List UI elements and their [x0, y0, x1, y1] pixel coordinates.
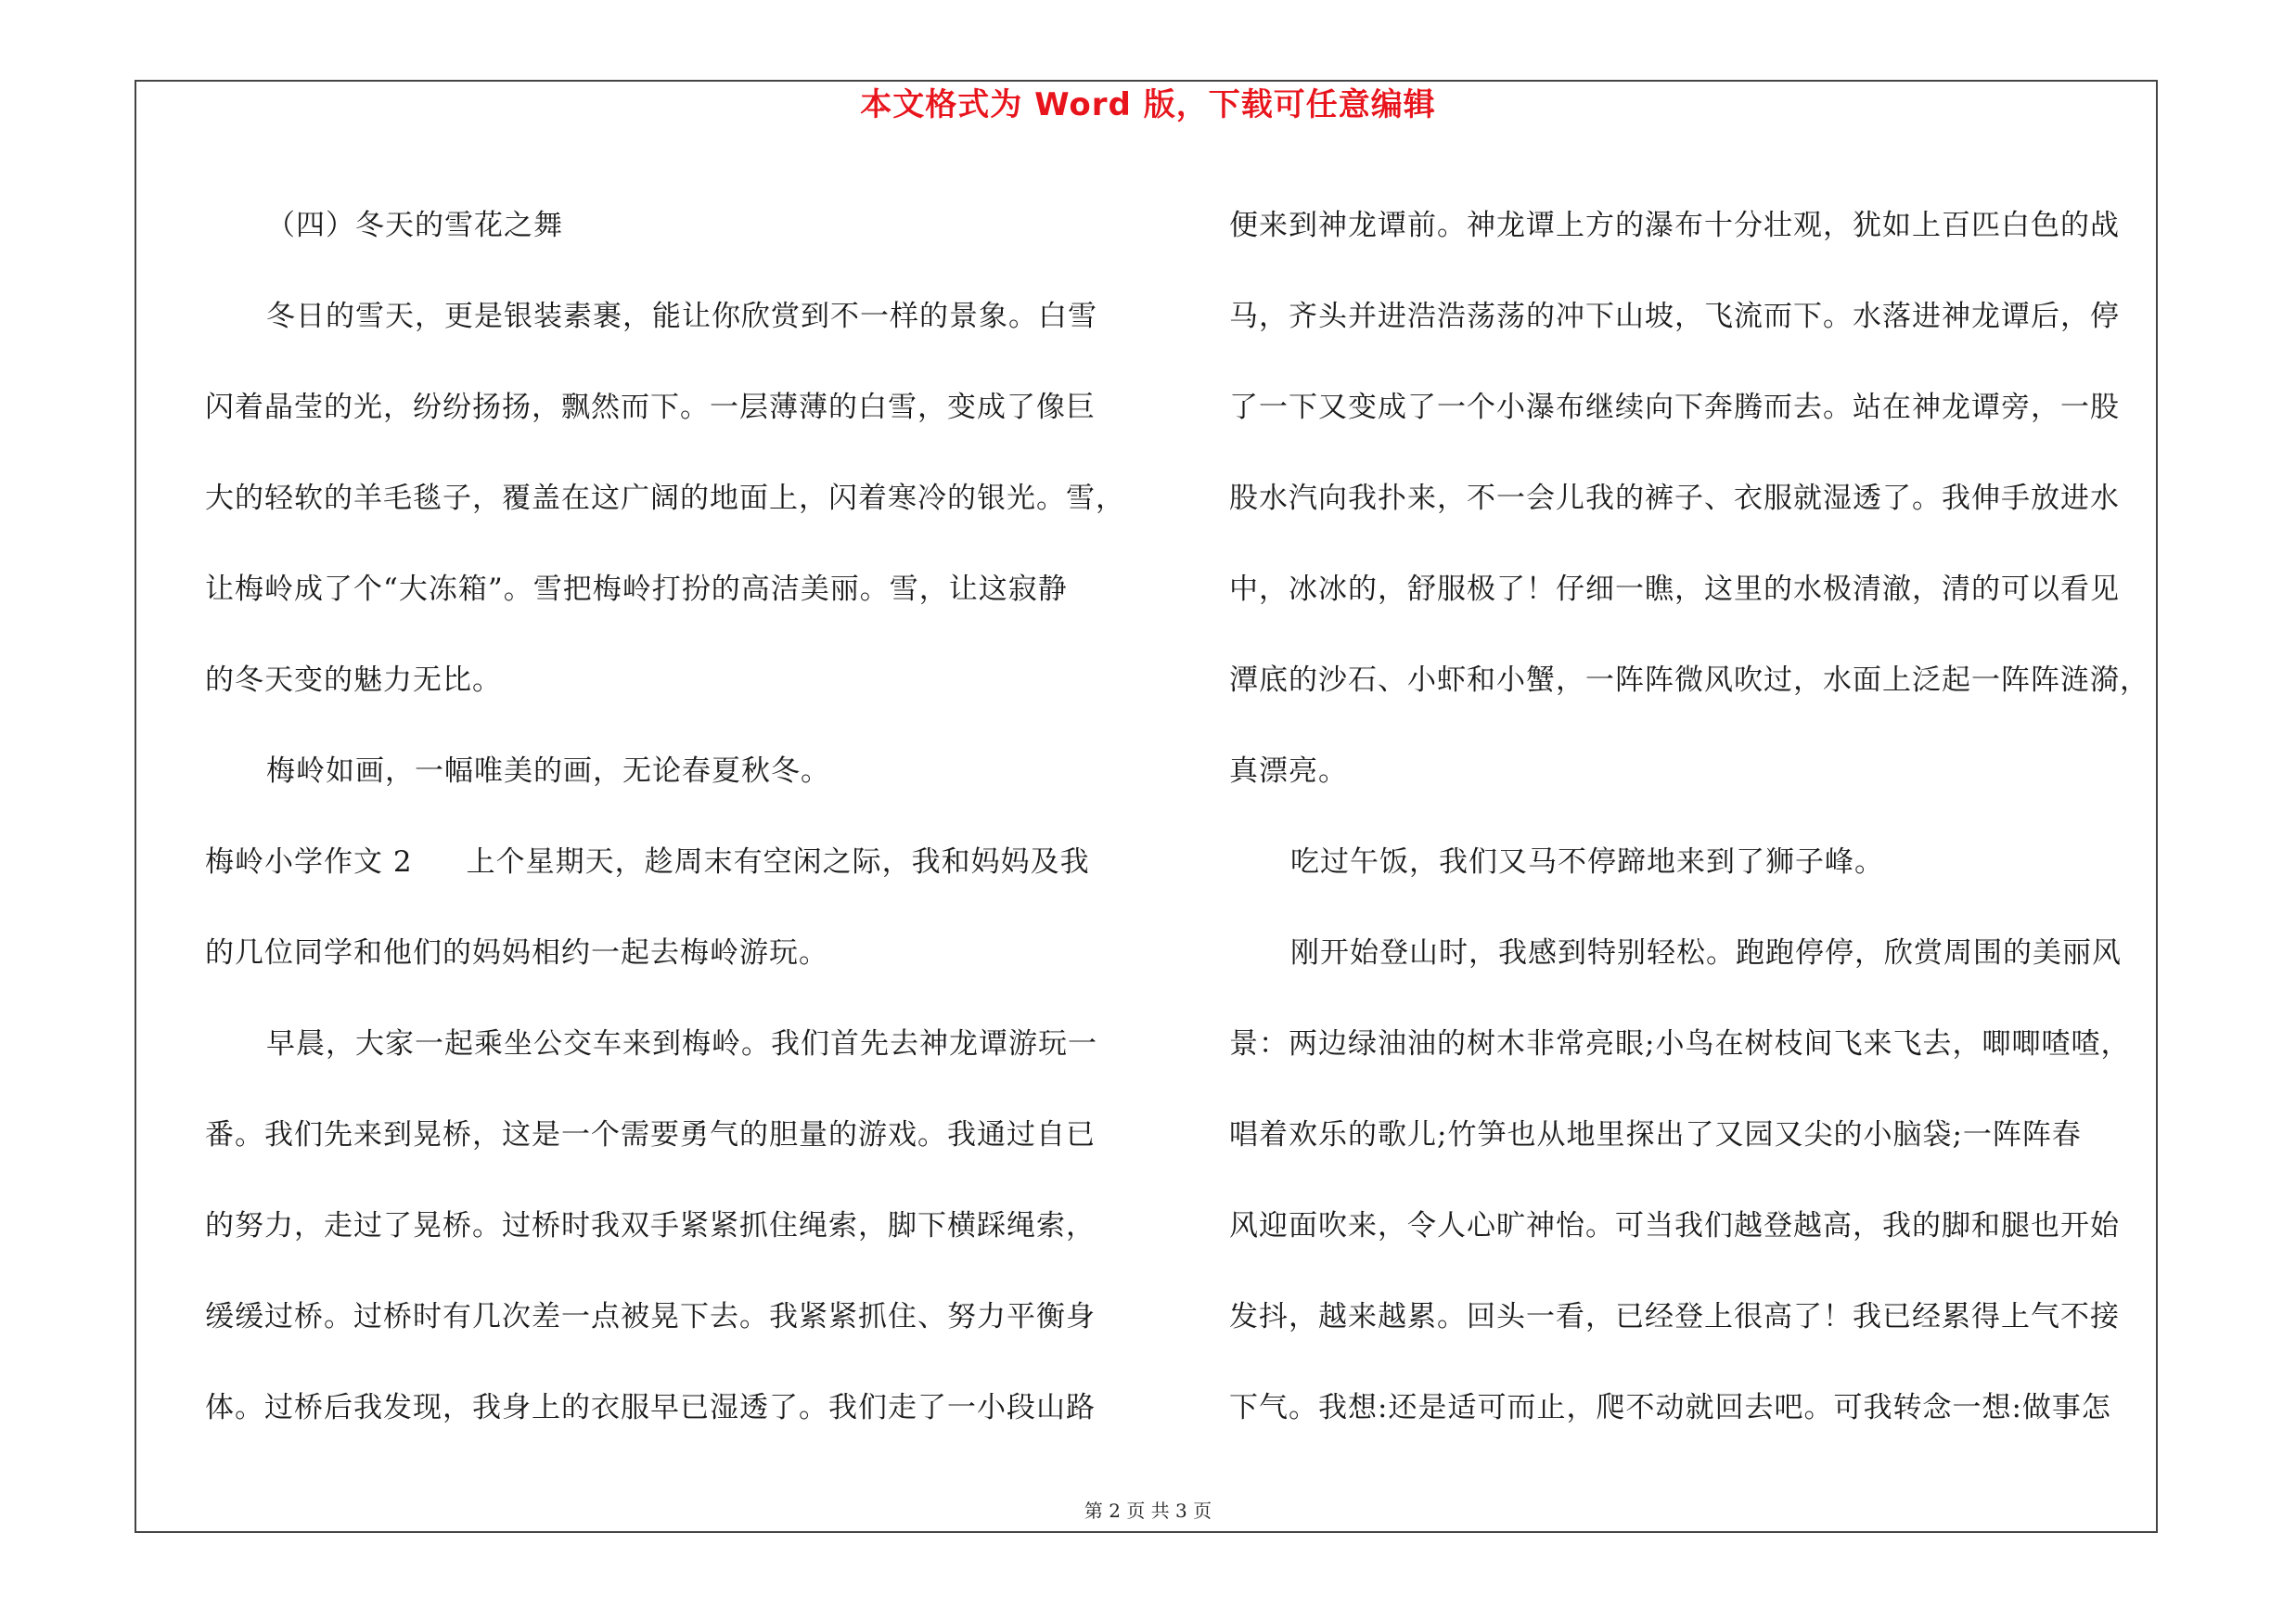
text-line: 冬日的雪天，更是银装素裹，能让你欣赏到不一样的景象。白雪 — [266, 300, 1097, 333]
text-line: 唱着欢乐的歌儿;竹笋也从地里探出了又园又尖的小脑袋;一阵阵春 — [1229, 1118, 2082, 1152]
text-line: 让梅岭成了个“大冻箱”。雪把梅岭打扮的高洁美丽。雪，让这寂静 — [205, 573, 1068, 606]
text-line: 体。过桥后我发现，我身上的衣服早已湿透了。我们走了一小段山路 — [205, 1391, 1096, 1424]
text-line: 番。我们先来到晃桥，这是一个需要勇气的胆量的游戏。我通过自已 — [205, 1118, 1096, 1152]
text-line: 刚开始登山时，我感到特别轻松。跑跑停停，欣赏周围的美丽风 — [1290, 936, 2122, 970]
text-line: 缓缓过桥。过桥时有几次差一点被晃下去。我紧紧抓住、努力平衡身 — [205, 1300, 1096, 1333]
page-number-footer: 第 2 页 共 3 页 — [1084, 1500, 1212, 1522]
text-line: 梅岭如画，一幅唯美的画，无论春夏秋冬。 — [266, 754, 830, 788]
text-line: 的冬天变的魅力无比。 — [205, 663, 502, 697]
text-line: 中，冰冰的，舒服极了！仔细一瞧，这里的水极清澈，清的可以看见 — [1229, 573, 2120, 606]
text-line: 的努力，走过了晃桥。过桥时我双手紧紧抓住绳索，脚下横踩绳索， — [205, 1209, 1096, 1243]
text-line: 早晨，大家一起乘坐公交车来到梅岭。我们首先去神龙谭游玩一 — [266, 1027, 1097, 1061]
text-line: 大的轻软的羊毛毯子，覆盖在这广阔的地面上，闪着寒冷的银光。雪， — [205, 482, 1125, 515]
text-line: 吃过午饭，我们又马不停蹄地来到了狮子峰。 — [1290, 845, 1884, 879]
text-line: 便来到神龙谭前。神龙谭上方的瀑布十分壮观，犹如上百匹白色的战 — [1229, 209, 2120, 242]
left-column — [205, 180, 1133, 1453]
text-line: 股水汽向我扑来，不一会儿我的裤子、衣服就湿透了。我伸手放进水 — [1229, 482, 2120, 515]
header-banner: 本文格式为 Word 版，下载可任意编辑 — [860, 86, 1436, 123]
essay-title: 梅岭小学作文 2 — [205, 845, 413, 879]
section-heading: （四）冬天的雪花之舞 — [266, 209, 563, 242]
text-line: 下气。我想:还是适可而止，爬不动就回去吧。可我转念一想:做事怎 — [1229, 1391, 2111, 1424]
text-line: 的几位同学和他们的妈妈相约一起去梅岭游玩。 — [205, 936, 828, 970]
text-line: 上个星期天，趁周末有空闲之际，我和妈妈及我 — [466, 845, 1090, 879]
right-column — [1229, 180, 2155, 1453]
text-line: 马，齐头并进浩浩荡荡的冲下山坡，飞流而下。水落进神龙谭后，停 — [1229, 300, 2120, 333]
text-line: 景：两边绿油油的树木非常亮眼;小鸟在树枝间飞来飞去，唧唧喳喳， — [1229, 1027, 2131, 1061]
text-line: 闪着晶莹的光，纷纷扬扬，飘然而下。一层薄薄的白雪，变成了像巨 — [205, 391, 1096, 424]
text-line: 发抖，越来越累。回头一看，已经登上很高了！我已经累得上气不接 — [1229, 1300, 2120, 1333]
text-line: 潭底的沙石、小虾和小蟹，一阵阵微风吹过，水面上泛起一阵阵涟漪， — [1229, 663, 2149, 697]
essay-title-line — [205, 817, 1133, 908]
text-line: 真漂亮。 — [1229, 754, 1348, 788]
text-line: 了一下又变成了一个小瀑布继续向下奔腾而去。站在神龙谭旁，一股 — [1229, 391, 2120, 424]
text-line: 风迎面吹来，令人心旷神怡。可当我们越登越高，我的脚和腿也开始 — [1229, 1209, 2120, 1243]
